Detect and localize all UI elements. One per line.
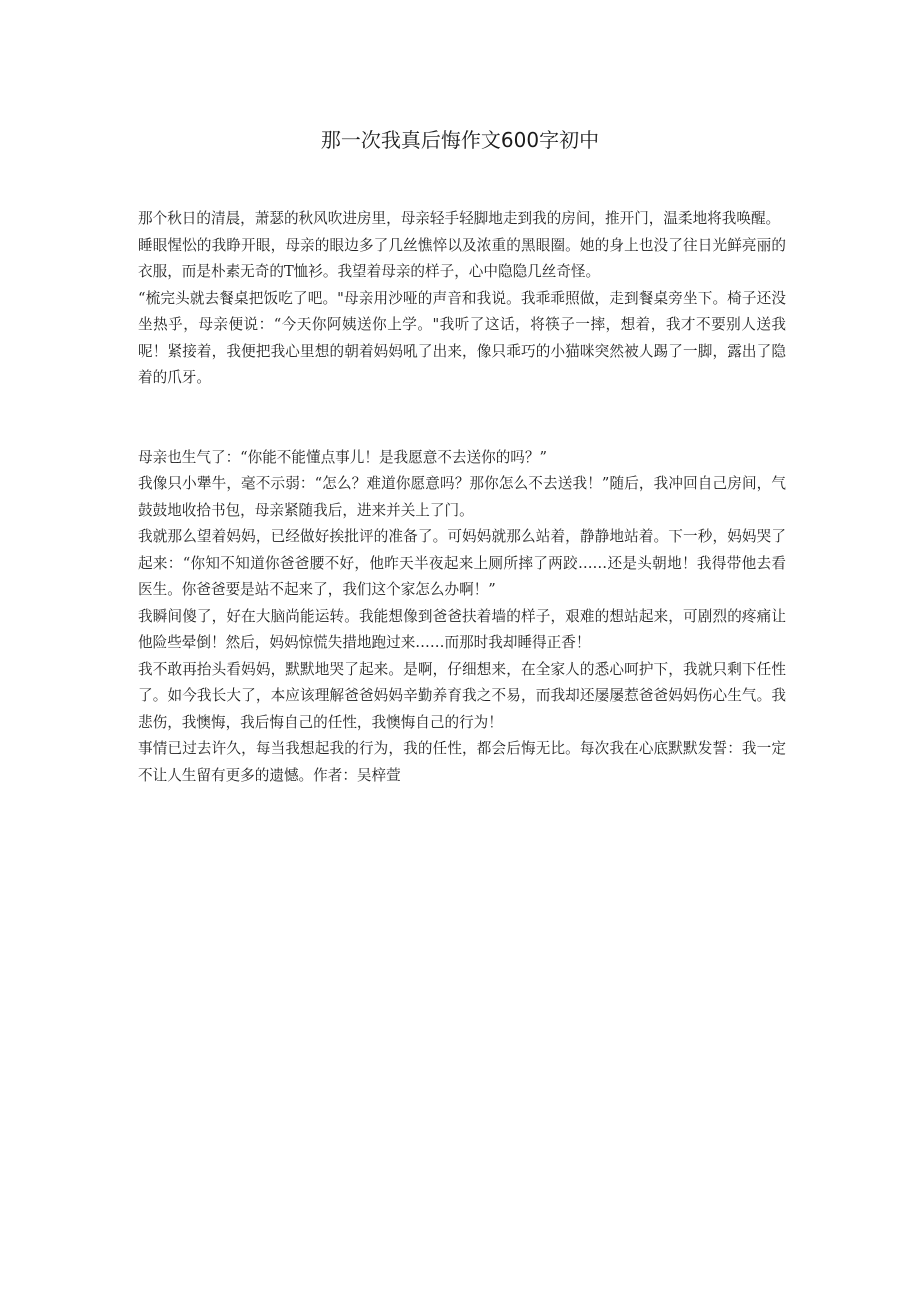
- paragraph-3: “梳完头就去餐桌把饭吃了吧。"母亲用沙哑的声音和我说。我乖乖照做，走到餐桌旁坐下。椅子还没坐热乎，母亲便说：“今天你阿姨送你上学。"我听了这话，将筷子一摔，想着，我才不要别人送我呢！紧接着，我便把我心里想的朝着妈妈吼了出来，像只乖巧的小猫咪突然被人踢了一脚，露出了隐着的爪牙。: [138, 289, 786, 386]
- paragraph-gap: [138, 392, 786, 445]
- paragraph-2: 睡眼惺忪的我睁开眼，母亲的眼边多了几丝憔悴以及浓重的黑眼圈。她的身上也没了往日光鲜亮丽的衣服，而是朴素无奇的T恤衫。我望着母亲的样子，心中隐隐几丝奇怪。: [138, 236, 786, 280]
- paragraph-6: 我就那么望着妈妈，已经做好挨批评的准备了。可妈妈就那么站着，静静地站着。下一秒，妈妈哭了起来：“你知不知道你爸爸腰不好，他昨天半夜起来上厕所摔了两跤……还是头朝地！我得带他去看医生。你爸爸要是站不起来了，我们这个家怎么办啊！”: [138, 528, 786, 598]
- paragraph-8: 我不敢再抬头看妈妈，默默地哭了起来。是啊，仔细想来，在全家人的悉心呵护下，我就只剩下任性了。如今我长大了，本应该理解爸爸妈妈辛勤养育我之不易，而我却还屡屡惹爸爸妈妈伤心生气。我悲伤，我懊悔，我后悔自己的任性，我懊悔自己的行为！: [138, 660, 786, 731]
- paragraph-7: 我瞬间傻了，好在大脑尚能运转。我能想像到爸爸扶着墙的样子，艰难的想站起来，可剧烈的疼痛让他险些晕倒！然后，妈妈惊慌失措地跑过来……而那时我却睡得正香！: [138, 607, 786, 651]
- paragraph-5: 我像只小犟牛，毫不示弱：“怎么？难道你愿意吗？那你怎么不去送我！”随后，我冲回自己房间，气鼓鼓地收拾书包，母亲紧随我后，进来并关上了门。: [138, 475, 786, 519]
- paragraph-4: 母亲也生气了：“你能不能懂点事儿！是我愿意不去送你的吗？”: [138, 448, 547, 466]
- paragraph-1: 那个秋日的清晨，萧瑟的秋风吹进房里，母亲轻手轻脚地走到我的房间，推开门，温柔地将我唤醒。: [138, 210, 781, 227]
- article-body: [138, 206, 786, 789]
- paragraph-9: 事情已过去许久，每当我想起我的行为，我的任性，都会后悔无比。每次我在心底默默发誓：我一定不让人生留有更多的遗憾。作者：吴梓萱: [138, 740, 786, 784]
- document-title: 那一次我真后悔作文600字初中: [320, 128, 600, 152]
